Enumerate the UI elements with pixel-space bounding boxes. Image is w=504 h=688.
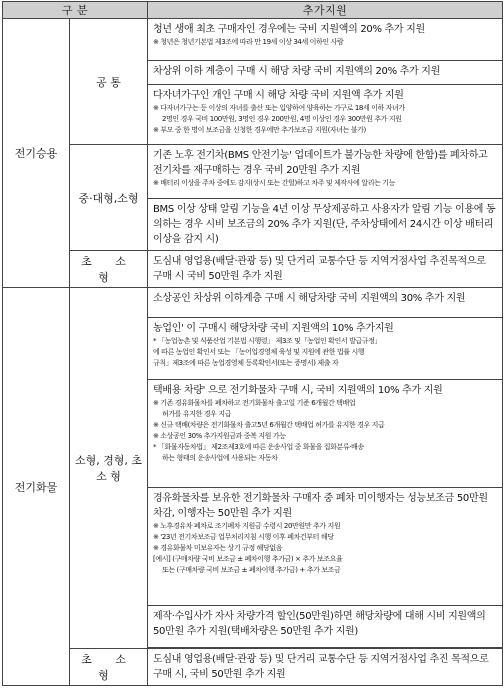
support-item bbox=[148, 488, 503, 606]
table-row bbox=[3, 145, 503, 199]
category-passenger: 전기승용 bbox=[3, 19, 70, 288]
support-item bbox=[148, 380, 503, 488]
support-note: ※ 다자녀가구는 등 이상의 자녀를 출산 또는 입양하여 양육하는 가구로 18세 이하 자녀가 bbox=[153, 104, 405, 112]
support-note: ※ 소상공인 30% 추가지원금과 중복 지원 가능 bbox=[153, 432, 286, 440]
support-note: ※ 부모 중 한 명이 보조금을 신청한 경우에만 추가보조금 지원(자녀는 불가) bbox=[153, 126, 366, 134]
table-row bbox=[3, 19, 503, 61]
support-item bbox=[148, 61, 503, 85]
table-row bbox=[3, 288, 503, 318]
support-text: 기존 노후 전기차(BMS 안전기능' 업데이트가 불가능한 차량에 한함)를 폐차하고 전기차를 재구매하는 경우 국비 20만원 추가 지원 bbox=[153, 150, 488, 176]
support-note: 하는 형태의 운송사업에 사용되는 자동차 bbox=[162, 454, 278, 462]
support-note: 또는 (구매차량 국비 보조금 ± 폐차이행 추가금) + 추가 보조금 bbox=[162, 566, 341, 574]
support-note: ※ 노후경유차 폐차로 조기폐차 지원금 수령시 20만원만 추가 지원 bbox=[153, 522, 341, 530]
support-note: ※ 경유화물차 미보유자는 상기 규정 해당없음 bbox=[153, 544, 283, 552]
support-item bbox=[148, 85, 503, 145]
header-additional-support: 추가지원 bbox=[148, 2, 503, 19]
support-note: 허가를 유지한 경우 지급 bbox=[162, 410, 232, 418]
support-text: BMS 이상 상태 알림 기능을 4년 이상 무상제공하고 사용자가 알림 기능 이용에 동의하는 경우 시비 보조금의 20% 추가 지원(단, 주차상태에서 24시간 이상 배터리 이상을 감지 시) bbox=[153, 204, 496, 245]
header-category: 구 분 bbox=[3, 2, 148, 19]
support-text: 차상위 이하 계층이 구매 시 해당 차량 국비 지원액의 20% 추가 지원 bbox=[153, 66, 440, 77]
support-text: 다자녀가구인 개인 구매 시 해당 차량 국비 지원액 추가 지원 bbox=[153, 90, 404, 101]
support-text: 농업인' 이 구매시 해당차량 국비 지원액의 10% 추가지원 bbox=[153, 323, 394, 334]
support-text: 도심내 영업용(배달·관광 등) 및 단거리 교통수단 등 지역거점사업 추진 목적으로 구매 시, 국비 50만원 추가 지원 bbox=[153, 654, 489, 680]
support-item bbox=[148, 288, 503, 318]
support-note: ※ 기존 경유화물차를 폐차하고 전기화물차 출고일 기준 6개월간 택배업 bbox=[153, 399, 356, 407]
table-row bbox=[3, 649, 503, 686]
table-row bbox=[3, 251, 503, 288]
support-text: 소상공인 차상위 이하계층 구매 시 해당차량 국비 지원액의 30% 추가 지원 bbox=[153, 293, 466, 304]
support-text: 청년 생애 최초 구매자인 경우에는 국비 지원액의 20% 추가 지원 bbox=[153, 24, 425, 35]
support-item bbox=[148, 606, 503, 648]
support-item bbox=[148, 318, 503, 380]
support-note: ※ 배터리 이상을 주차 중에도 감지(상시 또는 간헐)하고 차주 및 제작사에 알리는 기능 bbox=[153, 179, 395, 187]
support-item bbox=[148, 251, 503, 288]
support-note: 규칙」제3조에 따른 농업경영체 등록확인서(또는 증명서) 제출 자 bbox=[153, 359, 339, 367]
support-note: 2명인 경우 국비 100만원, 3명인 경우 200만원, 4명 이상인 경우 300만원 추가 지원 bbox=[162, 115, 402, 123]
support-text: 택배용 차량' 으로 전기화물차 구매 시, 국비 지원액의 10% 추가 지원 bbox=[153, 385, 443, 396]
subcategory-common: 공 통 bbox=[70, 19, 148, 145]
support-note: 에 따른 농업인 확인서 또는 「농어업경영체 육성 및 지원에 관한 법률 시행 bbox=[153, 348, 365, 356]
subcategory-mid-small: 중·대형,소형 bbox=[70, 145, 148, 251]
subsidy-table bbox=[2, 1, 503, 686]
category-freight: 전기화물 bbox=[3, 288, 70, 686]
subcategory-micro-freight: 초 소 형 bbox=[70, 649, 148, 686]
support-note: [예시] (구매차량 국비 보조금 ± 폐차이행 추가금) × 추가 보조요율 bbox=[153, 555, 343, 563]
support-item bbox=[148, 199, 503, 251]
table-header-row bbox=[3, 2, 503, 19]
support-text: 제작·수입사가 자사 차량가격 할인(50만원)하면 해당차량에 대해 시비 지원액의 50만원 추가 지원(택배차량은 50만원 추가 지원) bbox=[153, 611, 486, 637]
subcategory-small-light-micro: 소형, 경형, 초 소 형 bbox=[70, 288, 148, 649]
support-text: 도심내 영업용(배달·관광 등) 및 단거리 교통수단 등 지역거점사업 추진목적으로 구매 시 국비 50만원 추가 지원 bbox=[153, 256, 486, 282]
subcategory-micro: 초 소 형 bbox=[70, 251, 148, 288]
support-note: * 「화물자동차법」 제2조제3호에 따른 운송사업 중 화물을 집화분류·배송 bbox=[153, 443, 364, 451]
support-item bbox=[148, 649, 503, 686]
support-item bbox=[148, 19, 503, 61]
support-note: ※ '23년 전기차보조금 업무처리지침 시행 이후 폐차건부터 해당 bbox=[153, 533, 334, 541]
support-text: 경유화물차를 보유한 전기화물차 구매자 중 폐차 미이행자는 성능보조금 50만원 차감, 이행자는 50만원 추가 지원 bbox=[153, 493, 488, 519]
support-note: ※ 청년은 청년기본법 제3조에 따라 만 19세 이상 34세 이하인 사람 bbox=[153, 38, 344, 46]
support-item bbox=[148, 145, 503, 199]
support-note: ※ 신규 택배(차량은 전기화물차 출고5년 6개월간 택배업 허가를 유지한 경우 지급 bbox=[153, 421, 385, 429]
support-note: * 「농업농촌 및 식품산업 기본법 시행령」 제3조 및「농업인 확인서 발급규정」 bbox=[153, 337, 382, 345]
